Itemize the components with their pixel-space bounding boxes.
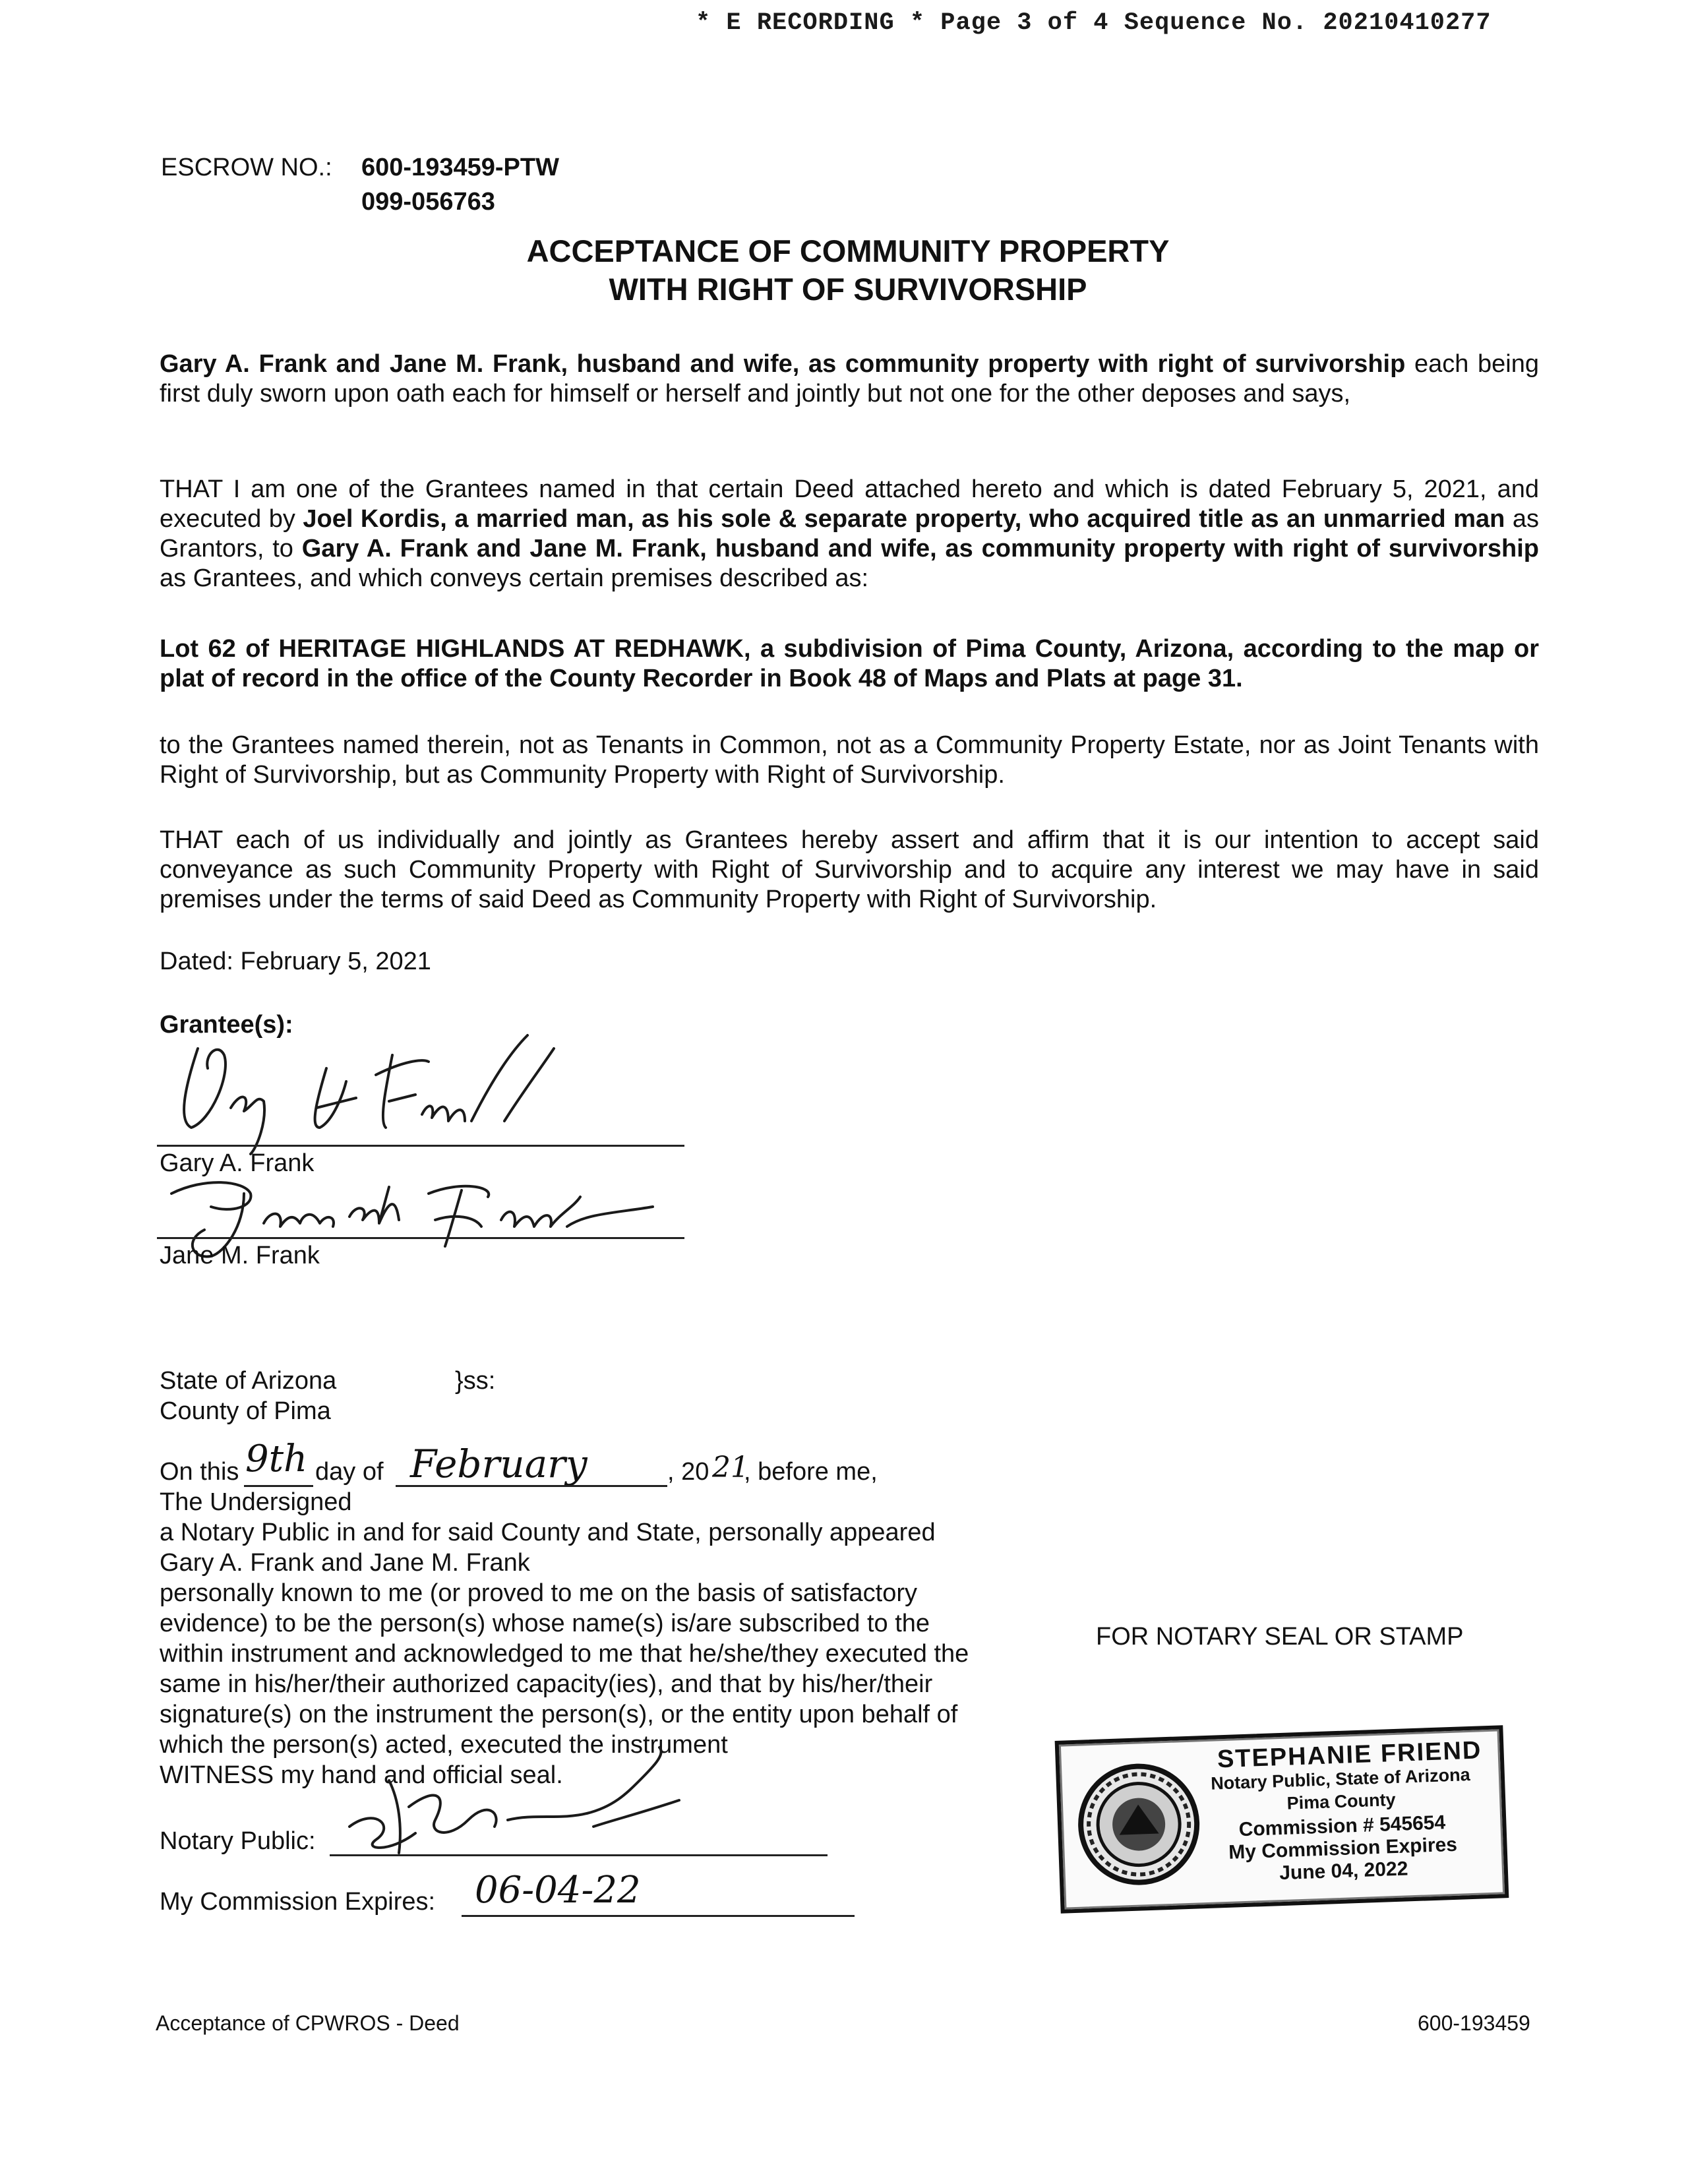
stamp-line-5: June 04, 2022 [1279,1858,1408,1885]
before-me-label: , before me, [744,1458,878,1486]
on-this-label: On this [160,1458,239,1486]
notary-line-4: evidence) to be the person(s) whose name(s) is/are subscribed to the [160,1610,930,1637]
grantor-name: Joel Kordis, a married man, as his sole & separate property, who acquired title as an unmarried man [303,505,1505,533]
notary-public-label: Notary Public: [160,1827,316,1855]
day-of-label: day of [315,1458,384,1486]
handwritten-month: February [410,1441,588,1486]
document-title-line-2: WITH RIGHT OF SURVIVORSHIP [609,272,1087,307]
gary-frank-signature [158,1029,580,1161]
notary-stamp [1055,1725,1509,1914]
notary-line-5: within instrument and acknowledged to me that he/she/they executed the [160,1640,969,1668]
document-title-line-1: ACCEPTANCE OF COMMUNITY PROPERTY [526,233,1170,268]
year-prefix: , 20 [667,1458,709,1486]
handwritten-year: 21 [712,1451,749,1484]
undersigned: The Undersigned [160,1488,352,1516]
witness-line: WITNESS my hand and official seal. [160,1761,563,1789]
stamp-line-4: My Commission Expires [1228,1833,1458,1864]
para1-text-1: THAT I am one of the Grantees named in that certain Deed attached hereto and which is dated February 5, 2021, and executed by [160,475,1539,533]
stamp-line-3: Commission # 545654 [1238,1811,1446,1841]
notary-line-3: personally known to me (or proved to me on the basis of satisfactory [160,1579,917,1607]
stamp-line-1: Notary Public, State of Arizona [1210,1765,1471,1794]
commission-line [462,1915,855,1917]
notary-line-1: a Notary Public in and for said County and State, personally appeared [160,1519,936,1546]
grantee2-name: Jane M. Frank [160,1242,320,1269]
intro-paragraph [160,349,1539,409]
escrow-number: 600-193459-PTW [361,154,559,181]
grantees-label: Grantee(s): [160,1011,293,1039]
tenancy-paragraph: to the Grantees named therein, not as Tenants in Common, not as a Community Property Estate, nor as Joint Tenants with Right of Survivorship, but as Community Property with Right of Survivorship. [160,731,1539,789]
venue-county: County of Pima [160,1397,331,1425]
venue-state: State of Arizona [160,1367,337,1395]
dated: Dated: February 5, 2021 [160,948,431,975]
para1-text-3: as Grantees, and which conveys certain premises described as: [160,564,869,592]
footer-right: 600-193459 [1418,2011,1530,2035]
intro-text: each being first duly sworn upon oath each for himself or herself and jointly but not one for the other deposes and says, [160,350,1539,408]
commission-expires-label: My Commission Expires: [160,1888,436,1916]
grantee-names: Gary A. Frank and Jane M. Frank, husband and wife, as community property with right of survivorship [301,535,1539,562]
venue-ss: }ss: [455,1367,496,1395]
notary-line-8: which the person(s) acted, executed the instrument [160,1731,728,1759]
intro-parties: Gary A. Frank and Jane M. Frank, husband and wife, as community property with right of survivorship [160,350,1406,378]
legal-description: Lot 62 of HERITAGE HIGHLANDS AT REDHAWK, a subdivision of Pima County, Arizona, according to the map or plat of record in the office of the County Recorder in Book 48 of Maps and Plats at page 31. [160,635,1539,692]
affirmation-paragraph: THAT each of us individually and jointly as Grantees hereby assert and affirm that it is our intention to accept said conveyance as such Community Property with Right of Survivorship and to acquire any interest we may have in said premises under the terms of said Deed as Community Property with Right of Survivorship. [160,826,1539,913]
footer-left: Acceptance of CPWROS - Deed [156,2011,460,2035]
grantee1-signature-line [157,1145,684,1147]
grantee1-name: Gary A. Frank [160,1149,315,1177]
month-line [396,1485,667,1487]
arizona-seal-icon [1074,1759,1204,1889]
grantee2-signature-line [157,1237,684,1239]
notary-seal-caption: FOR NOTARY SEAL OR STAMP [1096,1623,1464,1651]
handwritten-day: 9th [245,1438,308,1480]
day-line [244,1485,313,1487]
para1-text-2: as Grantors, to [160,505,1539,562]
notary-line-7: signature(s) on the instrument the person(s), or the entity upon behalf of [160,1701,958,1728]
notary-signature-line [330,1854,828,1856]
notary-signature [336,1741,706,1860]
grantee-paragraph [160,475,1539,593]
appeared-names: Gary A. Frank and Jane M. Frank [160,1549,530,1577]
stamp-notary-name: STEPHANIE FRIEND [1217,1736,1482,1774]
handwritten-commission-date: 06-04-22 [475,1869,641,1912]
escrow-number-2: 099-056763 [361,188,495,216]
escrow-label: ESCROW NO.: [161,154,332,181]
recording-header: * E RECORDING * Page 3 of 4 Sequence No. 20210410277 [696,9,1492,37]
stamp-line-2: Pima County [1286,1789,1397,1813]
notary-line-6: same in his/her/their authorized capacity(ies), and that by his/her/their [160,1670,933,1698]
